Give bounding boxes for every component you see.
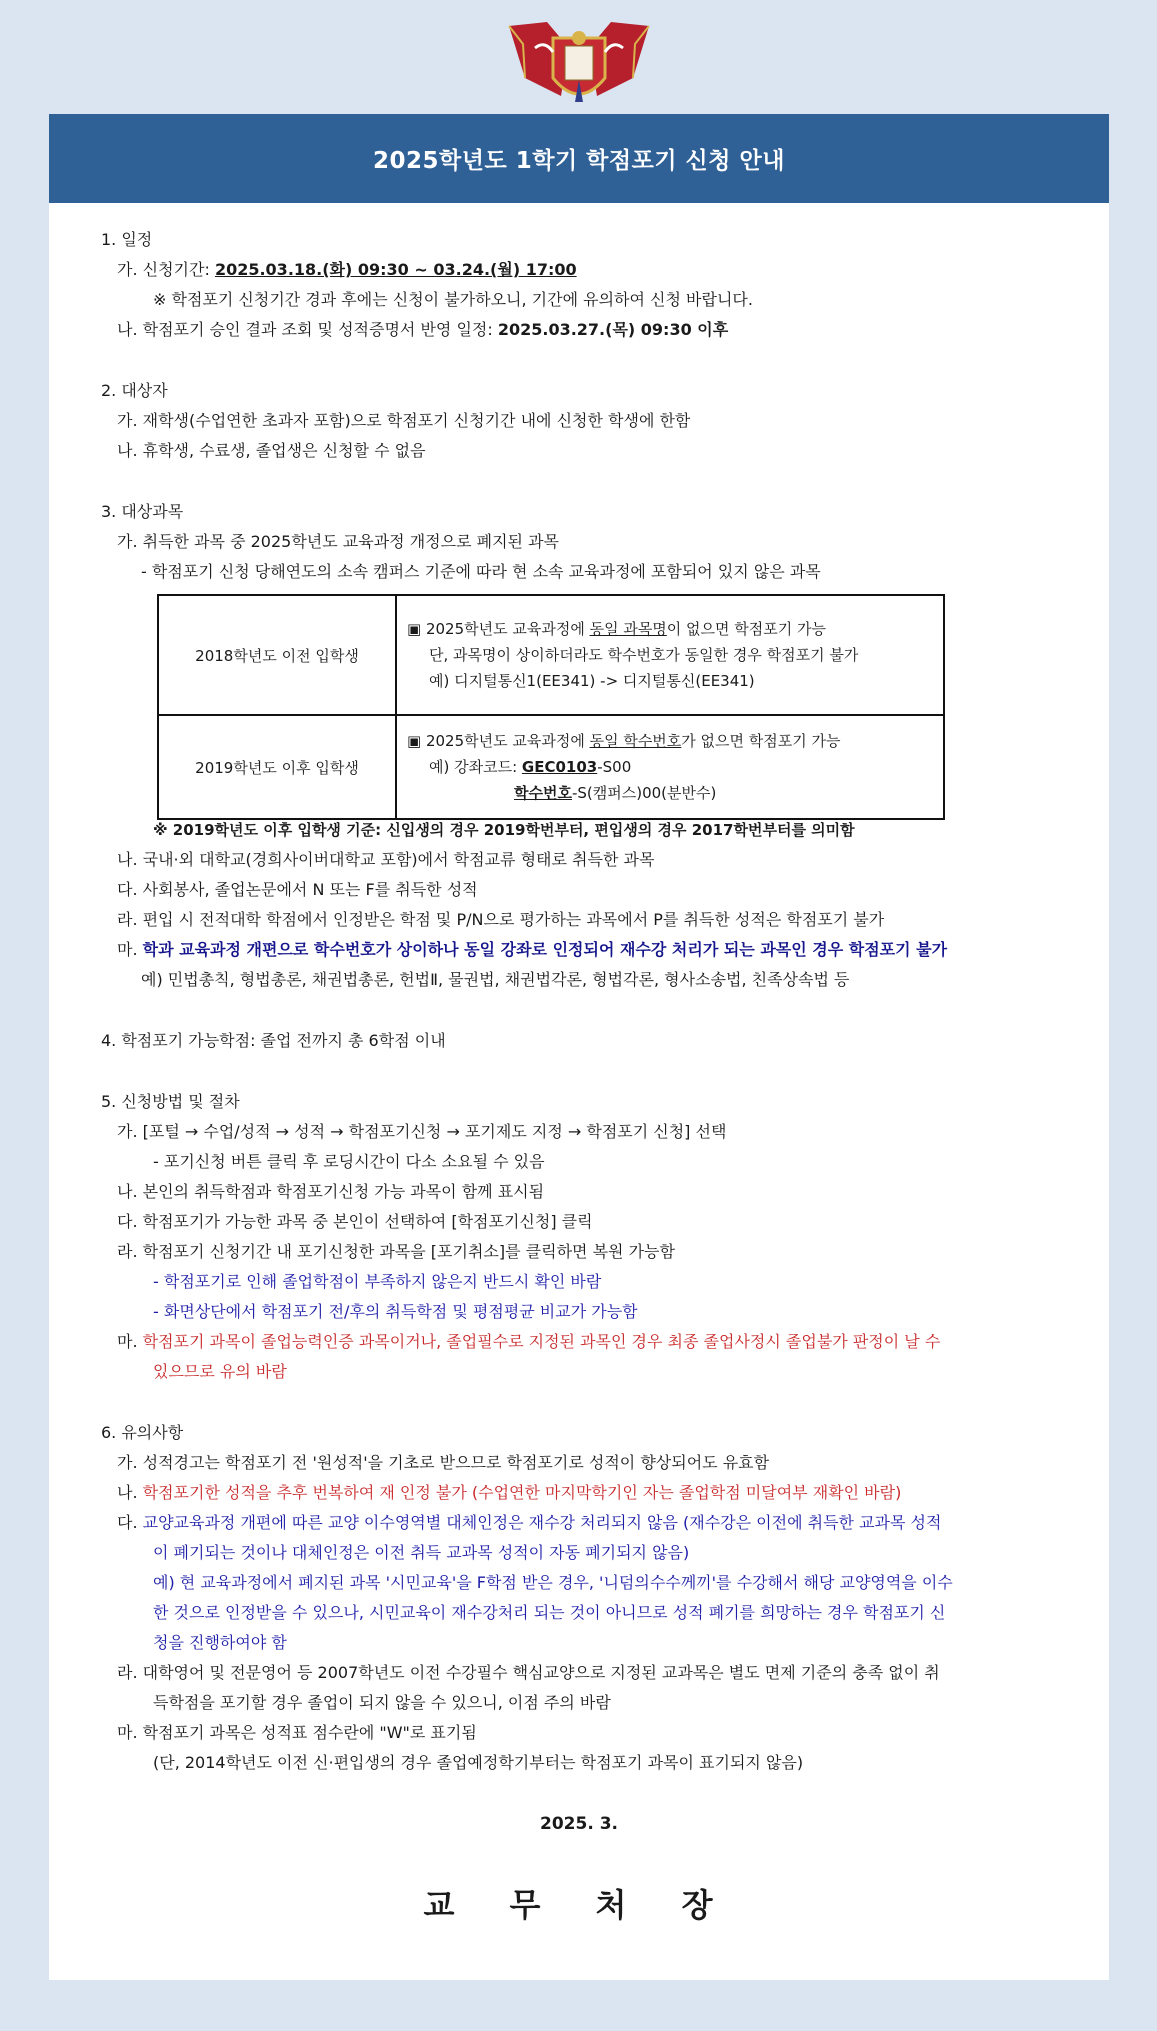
target-b: 나. 휴학생, 수료생, 졸업생은 신청할 수 없음 bbox=[117, 441, 426, 460]
course-e bbox=[117, 939, 947, 961]
course-a-sub: - 학점포기 신청 당해연도의 소속 캠퍼스 기준에 따라 현 소속 교육과정에 포함되어 있지 않은 과목 bbox=[141, 562, 821, 581]
caution-d-line1: 라. 대학영어 및 전문영어 등 2007학년도 이전 수강필수 핵심교양으로 지정된 교과목은 별도 면제 기준의 충족 없이 취 bbox=[117, 1663, 940, 1682]
course-c: 다. 사회봉사, 졸업논문에서 N 또는 F를 취득한 성적 bbox=[117, 880, 478, 899]
course-e-example: 예) 민법총칙, 형법총론, 채권법총론, 헌법Ⅱ, 물권법, 채권법각론, 형법각론, 형사소송법, 친족상속법 등 bbox=[141, 970, 850, 989]
course-a: 가. 취득한 과목 중 2025학년도 교육과정 개정으로 폐지된 과목 bbox=[117, 532, 559, 551]
page-title: 2025학년도 1학기 학점포기 신청 안내 bbox=[49, 114, 1109, 203]
approval-date-label: 나. 학점포기 승인 결과 조회 및 성적증명서 반영 일정: bbox=[117, 320, 498, 339]
caution-c-prefix: 다. bbox=[117, 1513, 143, 1532]
row1-line1u: 동일 과목명 bbox=[589, 620, 667, 638]
row1-line1b: 이 없으면 학점포기 가능 bbox=[666, 620, 827, 638]
schedule-note: ※ 학점포기 신청기간 경과 후에는 신청이 불가하오니, 기간에 유의하여 신청 바랍니다. bbox=[153, 290, 753, 309]
caution-c-line1: 교양교육과정 개편에 따른 교양 이수영역별 대체인정은 재수강 처리되지 않음 (재수강은 이전에 취득한 교과목 성적 bbox=[142, 1513, 942, 1532]
course-b: 나. 국내·외 대학교(경희사이버대학교 포함)에서 학점교류 형태로 취득한 과목 bbox=[117, 850, 655, 869]
procedure-e-line2: 있으므로 유의 바람 bbox=[153, 1362, 287, 1381]
row2-line3u: 학수번호 bbox=[514, 784, 572, 802]
course-e-prefix: 마. bbox=[117, 940, 143, 959]
procedure-e bbox=[117, 1331, 940, 1353]
section-4-heading: 4. 학점포기 가능학점: 졸업 전까지 총 6학점 이내 bbox=[101, 1031, 446, 1050]
procedure-a: 가. [포털 → 수업/성적 → 성적 → 학점포기신청 → 포기제도 지정 → 학점포기 신청] 선택 bbox=[117, 1122, 727, 1141]
table-row bbox=[158, 595, 944, 715]
table-note: ※ 2019학년도 이후 입학생 기준: 신입생의 경우 2019학번부터, 편입생의 경우 2017학번부터를 의미함 bbox=[153, 821, 855, 839]
section-2-heading: 2. 대상자 bbox=[101, 381, 168, 400]
notice-card bbox=[49, 114, 1109, 1980]
row1-line3: 예) 디지털통신1(EE341) -> 디지털통신(EE341) bbox=[429, 672, 755, 690]
procedure-d-sub2: - 화면상단에서 학점포기 전/후의 취득학점 및 평점평균 비교가 가능함 bbox=[153, 1302, 638, 1321]
approval-date bbox=[117, 319, 728, 341]
row1-line1a: ▣ 2025학년도 교육과정에 bbox=[407, 620, 590, 638]
caution-e: 마. 학점포기 과목은 성적표 점수란에 "W"로 표기됨 bbox=[117, 1723, 477, 1742]
section-3-heading: 3. 대상과목 bbox=[101, 502, 184, 521]
procedure-b: 나. 본인의 취득학점과 학점포기신청 가능 과목이 함께 표시됨 bbox=[117, 1182, 545, 1201]
caution-b-prefix: 나. bbox=[117, 1483, 143, 1502]
procedure-d: 라. 학점포기 신청기간 내 포기신청한 과목을 [포기취소]를 클릭하면 복원 가능함 bbox=[117, 1242, 675, 1261]
row2-line3b: -S(캠퍼스)00(분반수) bbox=[571, 784, 717, 802]
section-6-heading: 6. 유의사항 bbox=[101, 1423, 184, 1442]
caution-c-line5: 청을 진행하여야 함 bbox=[153, 1633, 287, 1652]
schedule-period-value: 2025.03.18.(화) 09:30 ~ 03.24.(월) 17:00 bbox=[214, 260, 577, 279]
caution-b bbox=[117, 1482, 901, 1504]
admission-year-table bbox=[157, 594, 945, 820]
footer-signer: 교 무 처 장 bbox=[423, 1886, 735, 1924]
course-e-text: 학과 교육과정 개편으로 학수번호가 상이하나 동일 강좌로 인정되어 재수강 처리가 되는 과목인 경우 학점포기 불가 bbox=[142, 940, 948, 959]
section-5-heading: 5. 신청방법 및 절차 bbox=[101, 1092, 240, 1111]
row2-line1b: 가 없으면 학점포기 가능 bbox=[681, 732, 841, 750]
row2-line1u: 동일 학수번호 bbox=[589, 732, 682, 750]
caution-e-sub: (단, 2014학년도 이전 신·편입생의 경우 졸업예정학기부터는 학점포기 과목이 표기되지 않음) bbox=[153, 1753, 804, 1772]
procedure-e-prefix: 마. bbox=[117, 1332, 143, 1351]
caution-b-text: 학점포기한 성적을 추후 번복하여 재 인정 불가 (수업연한 마지막학기인 자는 졸업학점 미달여부 재확인 바람) bbox=[142, 1483, 902, 1502]
row2-line2u: GEC0103 bbox=[521, 758, 598, 776]
procedure-a-sub: - 포기신청 버튼 클릭 후 로딩시간이 다소 소요될 수 있음 bbox=[153, 1152, 545, 1171]
row2-line2a: 예) 강좌코드: bbox=[429, 758, 522, 776]
schedule-period bbox=[117, 259, 577, 281]
schedule-period-label: 가. 신청기간: bbox=[117, 260, 215, 279]
row2-line1a: ▣ 2025학년도 교육과정에 bbox=[407, 732, 590, 750]
section-1-heading: 1. 일정 bbox=[101, 230, 153, 249]
row2-line2b: -S00 bbox=[597, 758, 632, 776]
caution-c-line2: 이 폐기되는 것이나 대체인정은 이전 취득 교과목 성적이 자동 폐기되지 않음) bbox=[153, 1543, 690, 1562]
procedure-e-line1: 학점포기 과목이 졸업능력인증 과목이거나, 졸업필수로 지정된 과목인 경우 최종 졸업사정시 졸업불가 판정이 날 수 bbox=[142, 1332, 941, 1351]
caution-a: 가. 성적경고는 학점포기 전 '원성적'을 기초로 받으므로 학점포기로 성적이 향상되어도 유효함 bbox=[117, 1453, 770, 1472]
target-a: 가. 재학생(수업연한 초과자 포함)으로 학점포기 신청기간 내에 신청한 학생에 한함 bbox=[117, 411, 691, 430]
caution-d-line2: 득학점을 포기할 경우 졸업이 되지 않을 수 있으니, 이점 주의 바람 bbox=[153, 1693, 611, 1712]
footer-date: 2025. 3. bbox=[540, 1814, 618, 1834]
procedure-c: 다. 학점포기가 가능한 과목 중 본인이 선택하여 [학점포기신청] 클릭 bbox=[117, 1212, 593, 1231]
row2-label: 2019학년도 이후 입학생 bbox=[158, 715, 396, 819]
approval-date-value: 2025.03.27.(목) 09:30 이후 bbox=[497, 320, 729, 339]
row1-label: 2018학년도 이전 입학생 bbox=[158, 595, 396, 715]
course-d: 라. 편입 시 전적대학 학점에서 인정받은 학점 및 P/N으로 평가하는 과목에서 P를 취득한 성적은 학점포기 불가 bbox=[117, 910, 885, 929]
row2-content bbox=[396, 715, 944, 819]
procedure-d-sub1: - 학점포기로 인해 졸업학점이 부족하지 않은지 반드시 확인 바람 bbox=[153, 1272, 602, 1291]
university-emblem-icon bbox=[505, 18, 653, 110]
caution-c-line4: 한 것으로 인정받을 수 있으나, 시민교육이 재수강처리 되는 것이 아니므로 성적 폐기를 희망하는 경우 학점포기 신 bbox=[153, 1603, 946, 1622]
row1-line2: 단, 과목명이 상이하더라도 학수번호가 동일한 경우 학점포기 불가 bbox=[429, 646, 859, 664]
table-row bbox=[158, 715, 944, 819]
caution-c-line3: 예) 현 교육과정에서 폐지된 과목 '시민교육'을 F학점 받은 경우, '니덤의수수께끼'를 수강해서 해당 교양영역을 이수 bbox=[153, 1573, 953, 1592]
row1-content bbox=[396, 595, 944, 715]
caution-c bbox=[117, 1512, 941, 1534]
